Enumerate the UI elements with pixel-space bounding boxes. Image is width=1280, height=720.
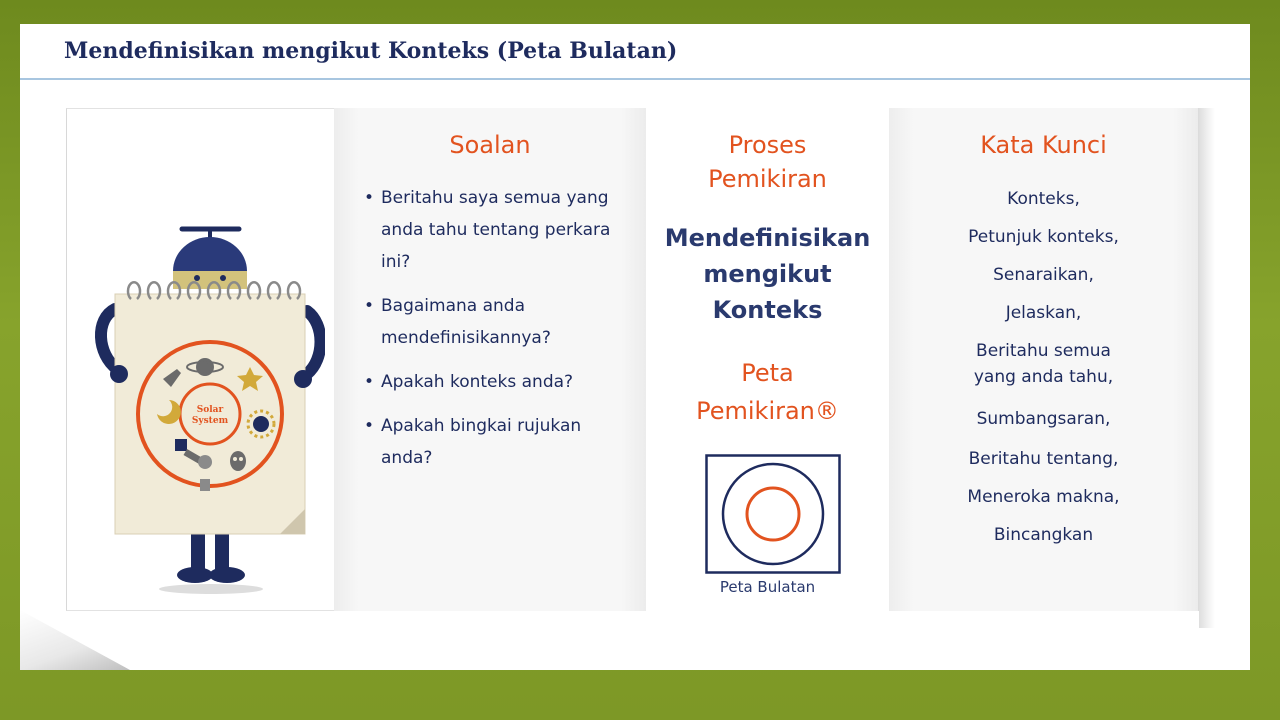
question-item: • Apakah konteks anda? [364, 366, 634, 398]
process-name-line1: Mendefinisikan [664, 224, 871, 252]
question-list [364, 182, 634, 486]
process-name-line2: mengikut [703, 260, 832, 288]
proses-panel [646, 108, 889, 611]
solar-label-line2: System [191, 416, 229, 426]
keyword-item: Bincangkan [993, 525, 1094, 545]
panel-shadow [1199, 108, 1215, 628]
keyword-item: Sumbangsaran, [976, 409, 1111, 429]
soalan-heading: Soalan [449, 131, 531, 159]
map-heading-line2: Pemikiran® [696, 397, 839, 425]
map-heading-line1: Peta [741, 359, 794, 387]
proses-heading-line1: Proses [728, 131, 807, 159]
circle-map-icon [705, 454, 841, 574]
alien-icon [230, 451, 246, 471]
keyword-item: Beritahu tentang, [968, 449, 1119, 469]
proses-heading-line2: Pemikiran [708, 165, 827, 193]
question-item: • Bagaimana anda mendefinisikannya? [364, 290, 634, 354]
keyword-item: Senaraikan, [993, 265, 1094, 285]
solar-system-illustration [75, 199, 325, 599]
propeller-hat-icon [173, 229, 247, 271]
keyword-item: Petunjuk konteks, [968, 227, 1119, 247]
illustration-panel [66, 108, 334, 611]
keyword-list [889, 186, 1198, 548]
keyword-item: Meneroka makna, [967, 487, 1120, 507]
question-item: • Beritahu saya semua yang anda tahu tentang perkara ini? [364, 182, 634, 278]
map-label: Peta Bulatan [719, 578, 816, 596]
kata-kunci-panel [889, 108, 1199, 611]
slide-title: Mendefinisikan mengikut Konteks (Peta Bulatan) [64, 38, 678, 64]
process-name-line3: Konteks [712, 296, 823, 324]
keyword-item: Beritahu semua [976, 341, 1111, 361]
soalan-panel [334, 108, 646, 611]
keyword-item: yang anda tahu, [973, 367, 1114, 387]
keyword-item: Konteks, [1007, 189, 1080, 209]
keyword-item: Jelaskan, [1005, 303, 1082, 323]
solar-label-line1: Solar [196, 405, 224, 415]
kata-kunci-heading: Kata Kunci [980, 131, 1107, 159]
title-divider [20, 78, 1250, 80]
slide [20, 24, 1250, 670]
question-item: • Apakah bingkai rujukan anda? [364, 410, 634, 474]
